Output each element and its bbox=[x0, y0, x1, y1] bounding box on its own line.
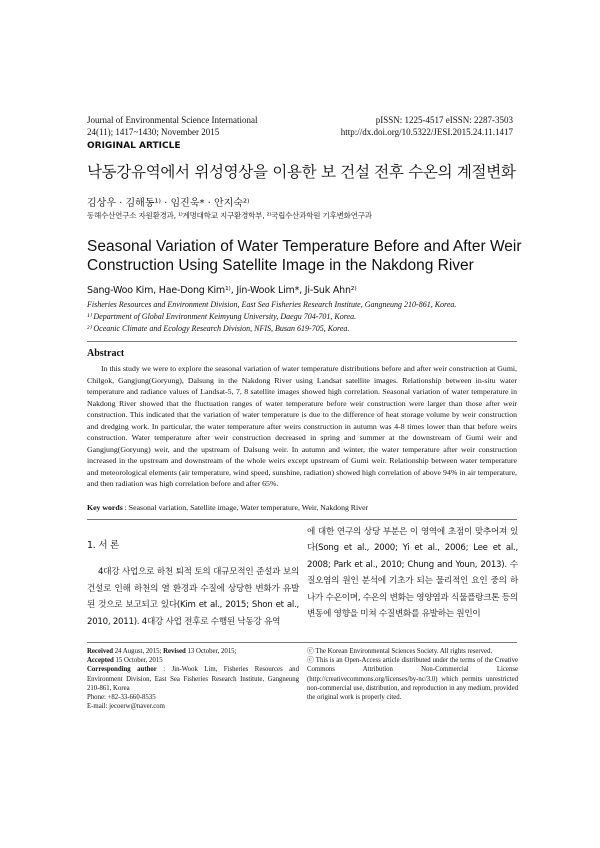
abstract-heading: Abstract bbox=[87, 348, 125, 359]
received-revised: Received 24 August, 2015; Revised 13 October, 2015; bbox=[87, 648, 237, 655]
english-authors: Sang-Woo Kim, Hae-Dong Kim¹⁾, Jin-Wook Lim*, Ji-Suk Ahn²⁾ bbox=[87, 285, 357, 296]
issn-doi bbox=[341, 114, 513, 138]
keywords bbox=[87, 503, 517, 512]
body-right-paragraph: 에 대한 연구의 상당 부분은 이 영역에 초점이 맞추어져 있다(Song et al., 2000; Yi et al., 2006; Lee et al., 2008; Park et al., 2010; Chung and Youn, 2013). 수질오염의 원인 분석에 기초가 되는 물리적인 요인 중의 하나가 수온이며, 수온의 변화는 영양염과 식물플랑크톤 등의 변동에 영향을 미쳐 수질변화를 유발하는 원인이 bbox=[307, 527, 518, 620]
korean-authors: 김상우 · 김해동¹⁾ · 임진욱* · 안지숙²⁾ bbox=[87, 198, 250, 209]
divider-body bbox=[87, 519, 517, 520]
issn: pISSN: 1225-4517 eISSN: 2287-3503 bbox=[375, 115, 513, 125]
license: ⓒ This is an Open-Access article distributed under the terms of the Creative Commons Attribution Non-Commercial License (http://creativecommons.org/licenses/by-nc/3.0) which permits unrestricted non-commercial use, distribution, and reproduction in any medium, provided the original work is properly cited. bbox=[307, 657, 518, 702]
divider-footnote bbox=[87, 642, 517, 643]
email[interactable]: E-mail: jecoerw@naver.com bbox=[87, 703, 165, 711]
abstract-body: In this study we were to explore the seasonal variation of water temperature distributions before and after weir construction at Gumi, Chilgok, Gangjung(Goryung), Dalsung in the Nakdong River using Landsat satellite images. Relationship between in-situ water temperature and radiance values of Landsat-5, 7, 8 satellite images showed high correlation. Seasonal variation of water temperature in Nakdong River showed that the fluctuation ranges of water temperature before weir construction were larger than those after weir construction. This indicated that the variation of water temperature is due to the difference of heat storage volume by weir construction and dredging work. In particular, the water temperature after weirs construction in autumn was 4-8 times lower than that before weirs construction. Water temperature after weir construction decreased in spring and summer at the downstream of Gumi weir and Gangjung(Goryung) weir, and the upstream of Dalsung weir. In autumn and winter, the water temperature after weir construction increased in the upstream and downstream of the whole weirs except upstream of Gumi weir. Relationship between water temperature and meteorological elements (air temperature, wind speed, sunshine, radiation) showed high correlation of above 94% in air temperature, and then radiation was high correlation before and after 65%. bbox=[87, 364, 517, 488]
doi-link[interactable]: http://dx.doi.org/10.5322/JESI.2015.24.11.1417 bbox=[340, 127, 513, 137]
journal-volume: 24(11); 1417~1430; November 2015 bbox=[87, 127, 220, 137]
keywords-label: Key words bbox=[87, 503, 123, 512]
body-left-column bbox=[87, 538, 299, 630]
english-affiliation-2: ¹⁾ Department of Global Environment Keimyung University, Daegu 704-701, Korea. bbox=[87, 312, 357, 321]
divider-top bbox=[87, 341, 517, 342]
body-left-paragraph: 4대강 사업으로 하천 퇴적 토의 대규모적인 준설과 보의 건설로 인해 하천의 열 환경과 수질에 상당한 변화가 유발된 것으로 보고되고 있다(Kim et al., 2015; Shon et al., 2010, 2011). 4대강 사업 전후로 수행된 낙동강 유역 bbox=[87, 567, 299, 627]
copyright: ⓒ The Korean Environmental Sciences Society. All rights reserved. bbox=[307, 648, 493, 655]
english-affiliation-3: ²⁾ Oceanic Climate and Ecology Research Division, NFIS, Busan 619-705, Korea. bbox=[87, 324, 350, 333]
copyright-notice bbox=[307, 647, 518, 702]
korean-affiliations: 동해수산연구소 자원환경과, ¹⁾계명대학교 지구환경학부, ²⁾국립수산과학원 기후변화연구과 bbox=[87, 211, 372, 220]
english-affiliation-1: Fisheries Resources and Environment Division, East Sea Fisheries Research Institute, Gangneung 210-861, Korea. bbox=[87, 300, 457, 309]
section-title: 1. 서 론 bbox=[87, 540, 119, 551]
keywords-text: : Seasonal variation, Satellite image, Water temperature, Weir, Nakdong River bbox=[122, 503, 369, 512]
article-type: ORIGINAL ARTICLE bbox=[87, 141, 181, 151]
body-right-column bbox=[307, 524, 518, 622]
journal-name: Journal of Environmental Science International bbox=[87, 115, 258, 125]
accepted: Accepted 15 October, 2015 bbox=[87, 657, 163, 665]
corresponding-author: Corresponding author : Jin-Wook Lim, Fisheries Resources and Environment Division, East Sea Fisheries Research Institute, Gangneung 210-861, Korea bbox=[87, 666, 299, 692]
english-title: Seasonal Variation of Water Temperature Before and After Weir Construction Using Satellite Image in the Nakdong River bbox=[87, 238, 522, 274]
journal-citation bbox=[87, 114, 257, 138]
korean-title: 낙동강유역에서 위성영상을 이용한 보 건설 전후 수온의 계절변화 bbox=[87, 163, 516, 181]
phone: Phone: +82-33-660-8535 bbox=[87, 694, 156, 702]
article-history bbox=[87, 647, 299, 711]
